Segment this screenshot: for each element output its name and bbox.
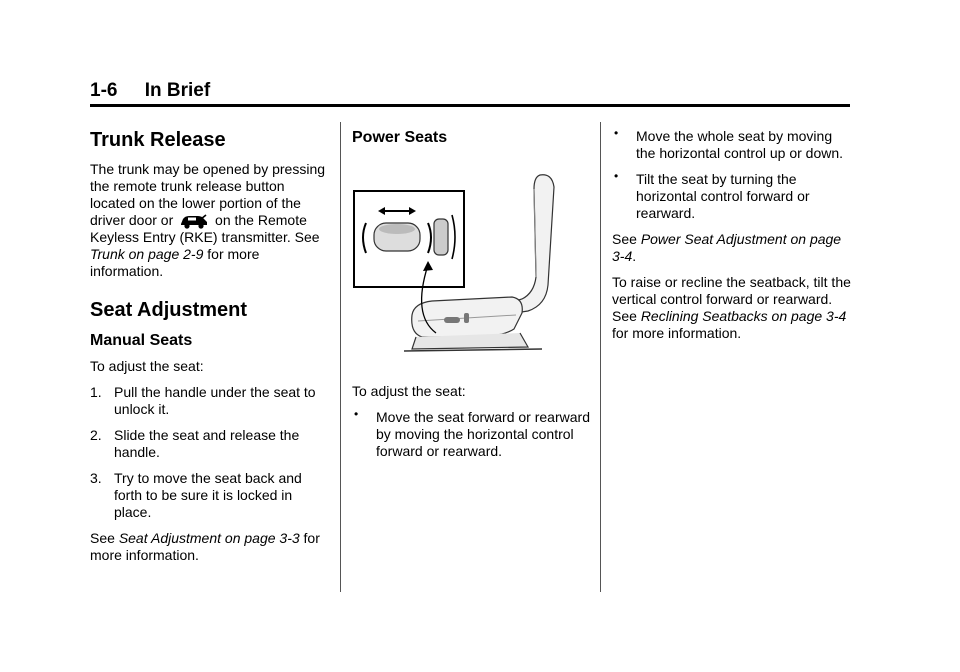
power-see-paragraph xyxy=(612,231,852,265)
bullet-icon: • xyxy=(614,126,619,140)
step-text: Try to move the seat back and forth to be sure it is locked in place. xyxy=(114,470,302,520)
recline-paragraph xyxy=(612,274,852,342)
step-number: 1. xyxy=(90,384,102,400)
see-text: See xyxy=(90,530,115,546)
bullet-text: Move the whole seat by moving the horizontal control up or down. xyxy=(636,128,844,161)
step-number: 2. xyxy=(90,427,102,443)
bullet-icon: • xyxy=(354,407,359,421)
section-title: In Brief xyxy=(144,80,211,101)
page-header xyxy=(90,80,210,102)
column-divider xyxy=(340,122,341,592)
step-item xyxy=(90,470,330,521)
page-number: 1-6 xyxy=(90,80,118,101)
seat-adjustment-heading: Seat Adjustment xyxy=(90,299,248,321)
step-item xyxy=(90,427,330,461)
manual-seats-heading: Manual Seats xyxy=(90,332,193,349)
manual-intro: To adjust the seat: xyxy=(90,358,204,374)
column-divider xyxy=(600,122,601,592)
seat-xref-link[interactable]: Seat Adjustment on page 3-3 xyxy=(118,530,300,546)
step-text: Slide the seat and release the handle. xyxy=(114,427,300,460)
see-text: See xyxy=(612,231,637,247)
power-seat-xref-link[interactable]: Power Seat Adjustment on page 3-4 xyxy=(612,231,842,264)
trunk-xref-link[interactable]: Trunk on page 2-9 xyxy=(90,246,204,262)
bullet-item xyxy=(612,171,852,222)
step-number: 3. xyxy=(90,470,102,486)
column-1 xyxy=(90,124,330,573)
recline-text-end: for more information. xyxy=(612,325,742,341)
car-trunk-icon xyxy=(179,213,209,229)
bullet-item xyxy=(352,409,592,460)
seat-see-paragraph xyxy=(90,530,330,564)
power-seat-illustration xyxy=(352,165,558,361)
header-rule xyxy=(90,104,850,107)
trunk-text-b: on the Remote Keyless Entry (RKE) transmitter. See xyxy=(90,212,320,245)
trunk-release-heading: Trunk Release xyxy=(90,129,226,151)
trunk-text-a: The trunk may be opened by pressing the remote trunk release button located on the lower portion of the driver door or xyxy=(90,161,326,228)
power-intro: To adjust the seat: xyxy=(352,383,466,399)
see-text-end: for more information. xyxy=(90,530,320,563)
step-item xyxy=(90,384,330,418)
bullet-text: Move the seat forward or rearward by moving the horizontal control forward or rearward. xyxy=(376,409,590,459)
trunk-release-paragraph xyxy=(90,161,330,280)
recline-text: To raise or recline the seatback, tilt the vertical control forward or rearward. See xyxy=(612,274,851,324)
step-text: Pull the handle under the seat to unlock it. xyxy=(114,384,316,417)
column-3 xyxy=(612,124,852,351)
power-seats-heading: Power Seats xyxy=(352,129,448,146)
bullet-icon: • xyxy=(614,169,619,183)
see-text-end: . xyxy=(632,248,637,264)
recline-xref-link[interactable]: Reclining Seatbacks on page 3-4 xyxy=(640,308,847,324)
bullet-item xyxy=(612,128,852,162)
bullet-text: Tilt the seat by turning the horizontal control forward or rearward. xyxy=(636,171,810,221)
trunk-text-c: for more information. xyxy=(90,246,260,279)
column-2 xyxy=(352,124,592,469)
